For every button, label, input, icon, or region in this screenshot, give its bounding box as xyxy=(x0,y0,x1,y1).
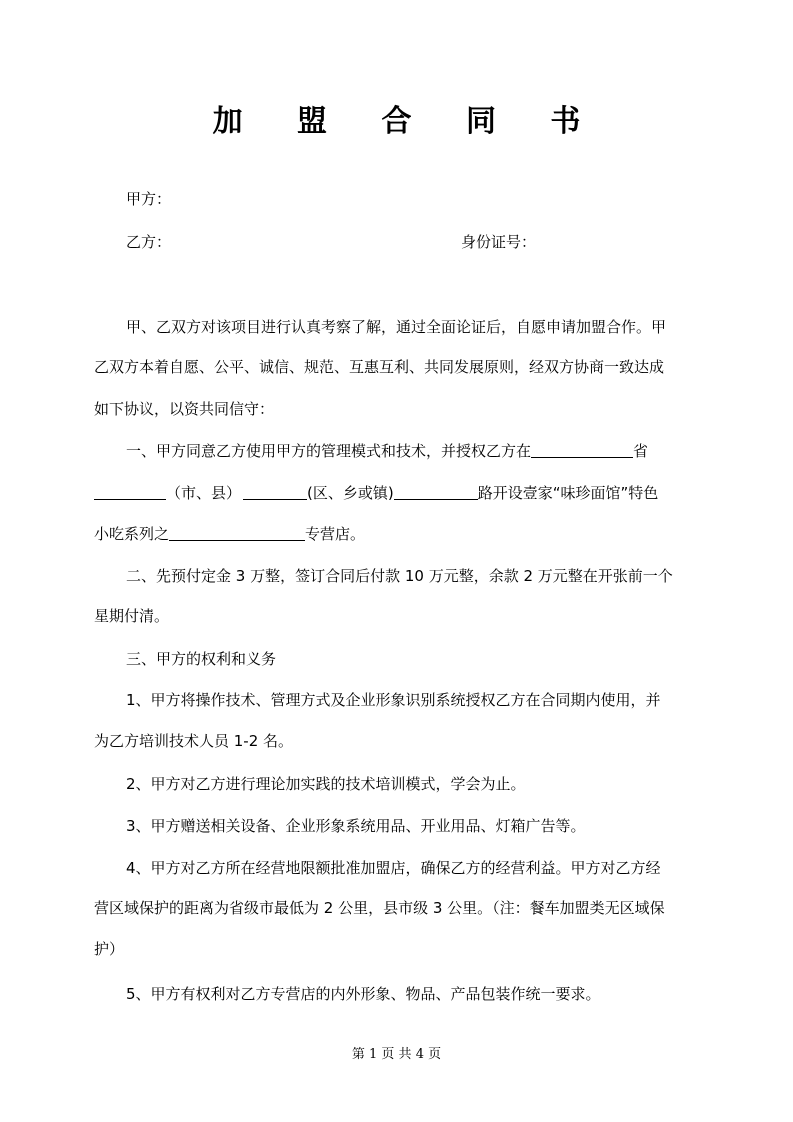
clause2-line-1: 二、先预付定金 3 万整，签订合同后付款 10 万元整，余款 2 万元整在开张前一个 xyxy=(126,567,673,585)
item4-line-2: 营区域保护的距离为省级市最低为 2 公里，县市级 3 公里。（注：餐车加盟类无区域保 xyxy=(94,899,665,917)
city-blank[interactable] xyxy=(94,485,166,500)
party-b-label: 乙方： xyxy=(126,233,172,251)
item1-line-1: 1、甲方将操作技术、管理方式及企业形象识别系统授权乙方在合同期内使用，并 xyxy=(126,691,661,709)
item4-line-3: 护） xyxy=(94,940,125,958)
district-label: (区、乡或镇) xyxy=(307,484,394,502)
road-blank[interactable] xyxy=(394,485,478,500)
intro-line-3: 如下协议，以资共同信守： xyxy=(94,400,275,418)
item5: 5、甲方有权利对乙方专营店的内外形象、物品、产品包装作统一要求。 xyxy=(126,985,601,1003)
document-title: 加 盟 合 同 书 xyxy=(212,104,603,139)
province-blank[interactable] xyxy=(531,443,633,458)
clause1-line-3 xyxy=(94,523,365,544)
city-label: （市、县） xyxy=(166,484,242,502)
clause1-line-1 xyxy=(126,440,648,461)
province-label: 省 xyxy=(633,442,649,460)
store-name-blank[interactable] xyxy=(169,526,305,541)
clause2-line-2: 星期付清。 xyxy=(94,607,170,625)
clause3-heading: 三、甲方的权利和义务 xyxy=(126,650,277,668)
store-suffix: 专营店。 xyxy=(305,525,366,543)
intro-line-2: 乙双方本着自愿、公平、诚信、规范、互惠互利、共同发展原则，经双方协商一致达成 xyxy=(94,358,665,376)
id-number-label: 身份证号： xyxy=(461,233,537,251)
item3: 3、甲方赠送相关设备、企业形象系统用品、开业用品、灯箱广告等。 xyxy=(126,817,586,835)
series-label: 小吃系列之 xyxy=(94,525,170,543)
item2: 2、甲方对乙方进行理论加实践的技术培训模式，学会为止。 xyxy=(126,775,526,793)
intro-line-1: 甲、乙双方对该项目进行认真考察了解，通过全面论证后，自愿申请加盟合作。甲 xyxy=(126,318,667,336)
item4-line-1: 4、甲方对乙方所在经营地限额批准加盟店，确保乙方的经营利益。甲方对乙方经 xyxy=(126,859,661,877)
road-label: 路开设壹家“味珍面馆”特色 xyxy=(477,484,659,502)
district-blank[interactable] xyxy=(243,485,307,500)
party-a-label: 甲方： xyxy=(126,190,172,208)
clause1-text: 一、甲方同意乙方使用甲方的管理模式和技术，并授权乙方在 xyxy=(126,442,532,460)
clause1-line-2 xyxy=(94,482,658,503)
item1-line-2: 为乙方培训技术人员 1-2 名。 xyxy=(94,732,294,750)
page-footer: 第 1 页 共 4 页 xyxy=(351,1047,442,1062)
